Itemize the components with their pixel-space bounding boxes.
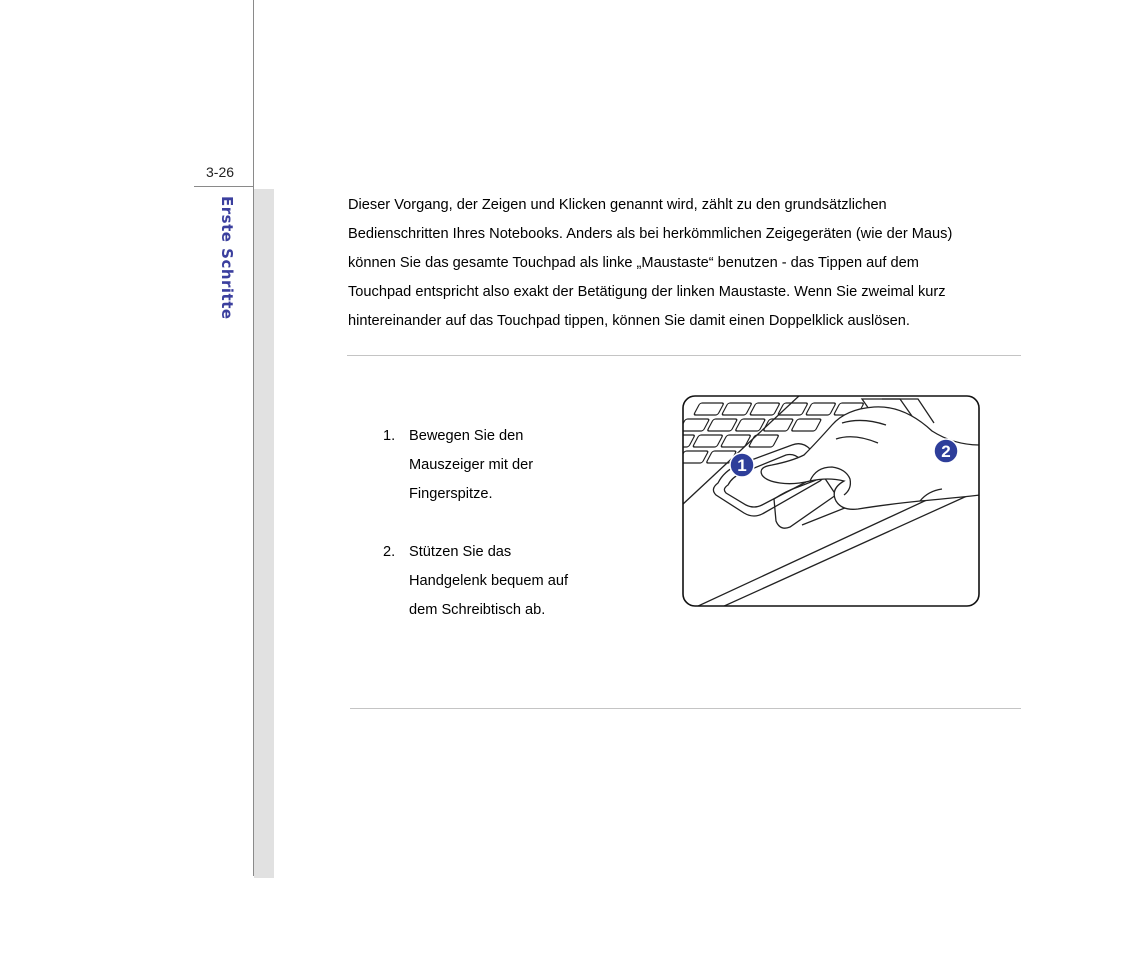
step-number: 1. xyxy=(383,428,396,444)
step-text-line: Bewegen Sie den xyxy=(409,428,524,444)
step-text-line: dem Schreibtisch ab. xyxy=(409,602,546,618)
steps-list xyxy=(383,422,568,654)
step-text-line: Fingerspitze. xyxy=(409,486,493,502)
section-divider-bottom xyxy=(350,708,1021,709)
callout-1-label: 1 xyxy=(737,456,747,475)
section-divider-top xyxy=(347,355,1021,356)
step-text-line: Mauszeiger mit der xyxy=(409,457,534,473)
callout-2 xyxy=(934,439,958,463)
page-number: 3-26 xyxy=(206,164,235,180)
touchpad-hand-illustration xyxy=(682,395,980,607)
intro-line: Touchpad entspricht also exakt der Betätigung der linken Maustaste. Wenn Sie zweimal kurz xyxy=(348,284,946,300)
sidebar-gray-band xyxy=(254,189,274,878)
step-text-line: Handgelenk bequem auf xyxy=(409,573,569,589)
callout-2-label: 2 xyxy=(941,442,951,461)
step-text-line: Stützen Sie das xyxy=(409,544,512,560)
intro-line: Bedienschritten Ihres Notebooks. Anders als bei herkömmlichen Zeigegeräten (wie der Maus) xyxy=(348,226,953,242)
intro-line: können Sie das gesamte Touchpad als linke „Maustaste“ benutzen - das Tippen auf dem xyxy=(348,255,919,271)
intro-paragraph xyxy=(348,191,1028,336)
step-number: 2. xyxy=(383,544,396,560)
step-item xyxy=(383,422,568,509)
intro-line: hintereinander auf das Touchpad tippen, können Sie damit einen Doppelklick auslösen. xyxy=(348,313,910,329)
step-item xyxy=(383,538,568,625)
page-number-rule xyxy=(194,186,254,187)
intro-line: Dieser Vorgang, der Zeigen und Klicken genannt wird, zählt zu den grundsätzlichen xyxy=(348,197,887,213)
section-label: Erste Schritte xyxy=(218,196,236,320)
callout-1 xyxy=(730,453,754,477)
